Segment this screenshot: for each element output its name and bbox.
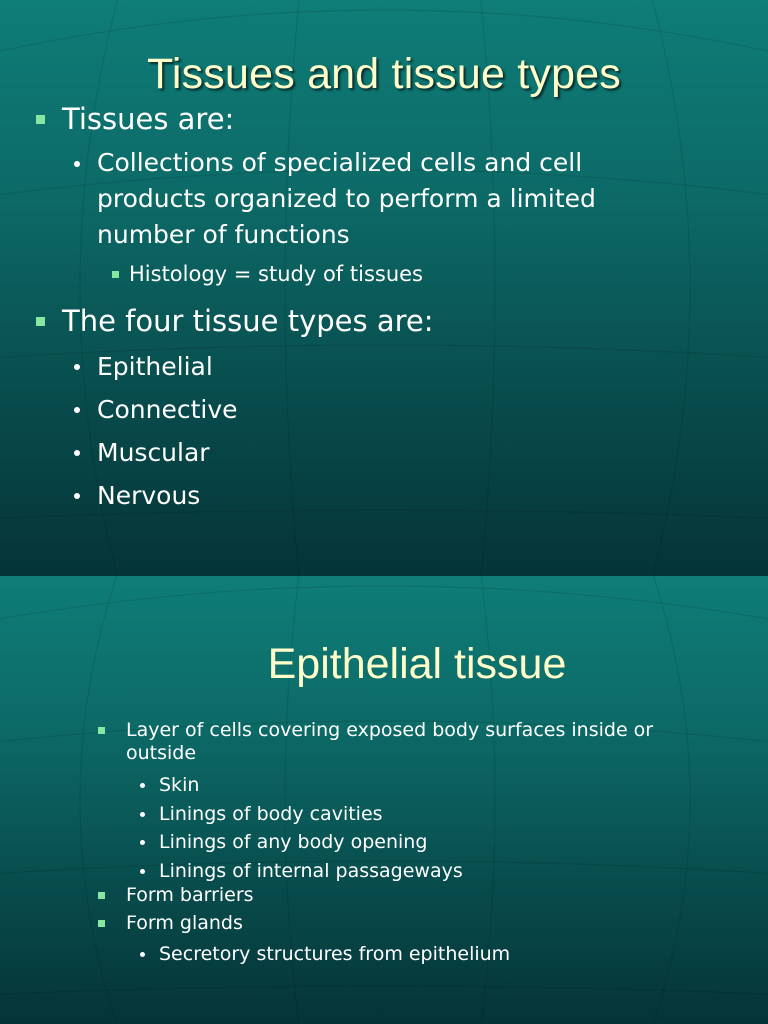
bullet-tissues-are [36,102,234,136]
bullet-text: The four tissue types are: [62,304,434,338]
bullet-text: Linings of any body opening [159,831,428,853]
slide-title: Tissues and tissue types [146,50,622,98]
bullet-text: Connective [97,395,238,424]
list-item-body-opening [140,828,463,857]
round-bullet-icon [140,812,145,817]
round-bullet-icon [74,161,80,167]
round-bullet-icon [140,869,145,874]
square-bullet-icon [98,727,105,734]
round-bullet-icon [74,364,80,370]
round-bullet-icon [140,952,145,957]
bullet-text: Secretory structures from epithelium [159,943,511,965]
bullet-text: Form barriers [126,884,254,906]
slide-epithelial-tissue [0,576,768,1024]
bullet-text: Linings of internal passageways [159,859,463,882]
bullet-line: Layer of cells covering exposed body surfaces inside or [126,719,654,741]
round-bullet-icon [140,783,145,788]
bullet-text: Nervous [97,481,201,510]
square-bullet-icon [98,920,105,927]
list-item-muscular [74,431,238,474]
epithelial-locations-list [140,771,463,885]
bullet-form-glands [98,912,243,935]
square-bullet-icon [36,317,45,326]
slide-title: Epithelial tissue [267,640,567,688]
bullet-text: Epithelial [97,352,213,381]
round-bullet-icon [140,840,145,845]
bullet-form-barriers [98,884,254,907]
bullet-text: Muscular [97,438,210,467]
square-bullet-icon [112,271,119,278]
list-item-skin [140,771,463,800]
bullet-line: products organized to perform a limited [97,184,596,213]
sub-sub-bullet-histology [112,260,423,288]
list-item-internal-passageways [140,857,463,886]
round-bullet-icon [74,450,80,456]
bullet-four-tissue-types [36,304,434,338]
square-bullet-icon [36,115,45,124]
bullet-text: Histology = study of tissues [129,262,423,286]
bullet-text: Tissues are: [62,102,235,136]
tissue-types-list [74,345,238,517]
list-item-secretory-structures [140,940,510,968]
bullet-text: Form glands [126,912,243,934]
round-bullet-icon [74,407,80,413]
bullet-line: outside [126,742,197,764]
bullet-layer-of-cells [98,719,653,765]
round-bullet-icon [74,493,80,499]
bullet-line: number of functions [97,220,350,249]
square-bullet-icon [98,892,105,899]
bullet-line: Collections of specialized cells and cell [97,148,583,177]
bullet-text: Skin [159,774,200,796]
sub-bullet-collections [74,145,596,253]
list-item-nervous [74,474,238,517]
glands-list [140,940,510,968]
list-item-connective [74,388,238,431]
list-item-body-cavities [140,800,463,829]
bullet-text: Linings of body cavities [159,802,383,825]
list-item-epithelial [74,345,238,388]
